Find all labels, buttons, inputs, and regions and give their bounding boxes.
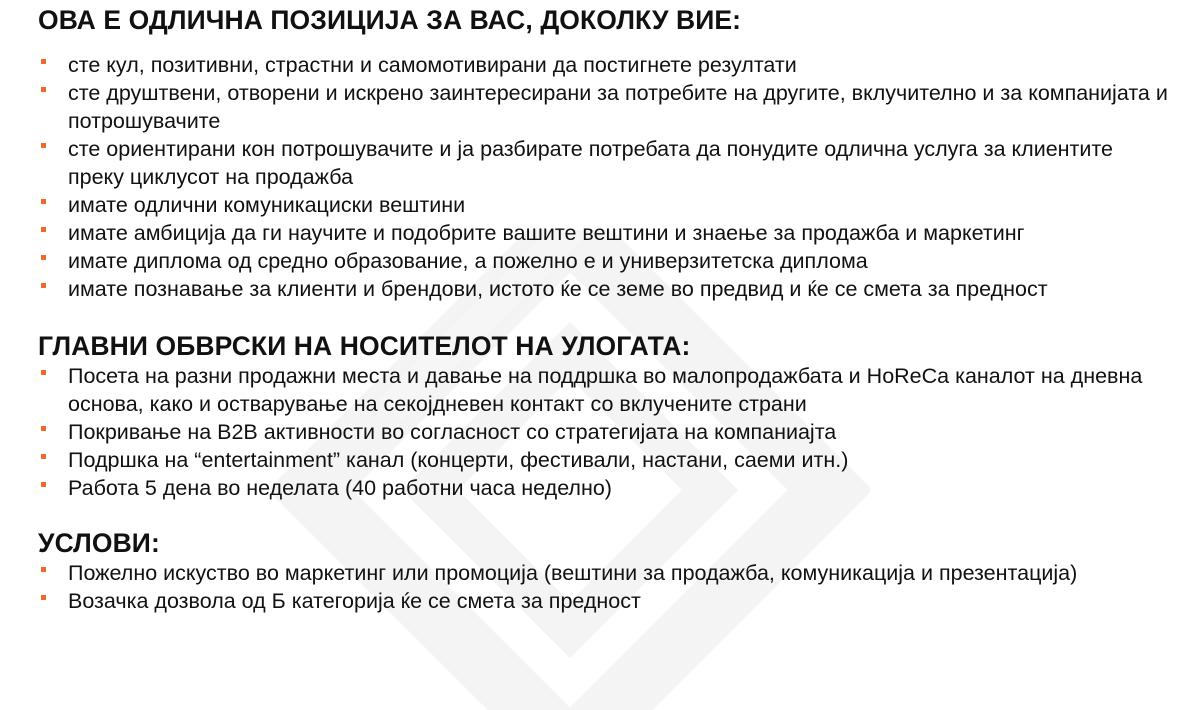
- bullet-square-icon: [41, 567, 46, 572]
- list-item: [38, 474, 1168, 502]
- list-item-text: имате диплома од средно образование, а пожелно е и универзитетска диплома: [68, 249, 868, 273]
- list-item-text: Посета на разни продажни места и давање на поддршка во малопродажбата и HoReCa каналот на дневна основа, како и остварување на секојдневен контакт со вклучените страни: [68, 364, 1143, 416]
- list-item-text: Покривање на B2B активности во согласност со стратегијата на компаниајта: [68, 420, 837, 444]
- list-item: [38, 418, 1168, 446]
- list-item: [38, 247, 1168, 275]
- bullet-square-icon: [41, 454, 46, 459]
- list-item-text: Работа 5 дена во неделата (40 работни часа неделно): [68, 476, 612, 500]
- section-conditions: [38, 527, 1168, 615]
- section-heading: УСЛОВИ:: [38, 528, 160, 558]
- list-item: [38, 191, 1168, 219]
- list-item: [38, 219, 1168, 247]
- list-item: [38, 79, 1168, 135]
- bullet-square-icon: [41, 426, 46, 431]
- bullet-square-icon: [41, 59, 46, 64]
- list-item: [38, 446, 1168, 474]
- bullet-square-icon: [41, 595, 46, 600]
- list-item: [38, 135, 1168, 191]
- bullet-square-icon: [41, 283, 46, 288]
- bullet-square-icon: [41, 370, 46, 375]
- bullet-square-icon: [41, 199, 46, 204]
- list-item-text: сте друштвени, отворени и искрено заинтересирани за потребите на другите, вклучително и за компанијата и потрошувачите: [68, 81, 1168, 133]
- section-heading: ГЛАВНИ ОБВРСКИ НА НОСИТЕЛОТ НА УЛОГАТА:: [38, 331, 691, 361]
- list-item-text: Пожелно искуство во маркетинг или промоција (вештини за продажба, комуникација и презентација): [68, 561, 1078, 585]
- section-responsibilities: [38, 330, 1168, 502]
- section-heading: ОВА Е ОДЛИЧНА ПОЗИЦИЈА ЗА ВАС, ДОКОЛКУ ВИЕ:: [38, 5, 742, 35]
- list-item: [38, 587, 1168, 615]
- bullet-list: [38, 362, 1168, 502]
- job-description: [38, 4, 1168, 615]
- bullet-list: [38, 559, 1168, 615]
- section-ideal-candidate: [38, 4, 1168, 303]
- list-item-text: имате одлични комуникациски вештини: [68, 193, 466, 217]
- list-item: [38, 362, 1168, 418]
- list-item: [38, 51, 1168, 79]
- list-item: [38, 275, 1168, 303]
- bullet-list: [38, 51, 1168, 303]
- list-item-text: Подршка на “entertainment” канал (концерти, фестивали, настани, саеми итн.): [68, 448, 849, 472]
- list-item: [38, 559, 1168, 587]
- bullet-square-icon: [41, 482, 46, 487]
- bullet-square-icon: [41, 255, 46, 260]
- bullet-square-icon: [41, 87, 46, 92]
- list-item-text: сте ориентирани кон потрошувачите и ја разбирате потребата да понудите одлична услуга за клиентите преку циклусот на продажба: [68, 137, 1113, 189]
- bullet-square-icon: [41, 227, 46, 232]
- list-item-text: имате познавање за клиенти и брендови, истото ќе се земе во предвид и ќе се смета за предност: [68, 277, 1048, 301]
- list-item-text: имате амбиција да ги научите и подобрите вашите вештини и знаење за продажба и маркетинг: [68, 221, 1025, 245]
- list-item-text: Возачка дозвола од Б категорија ќе се смета за предност: [68, 589, 641, 613]
- list-item-text: сте кул, позитивни, страстни и самомотивирани да постигнете резултати: [68, 53, 797, 77]
- bullet-square-icon: [41, 143, 46, 148]
